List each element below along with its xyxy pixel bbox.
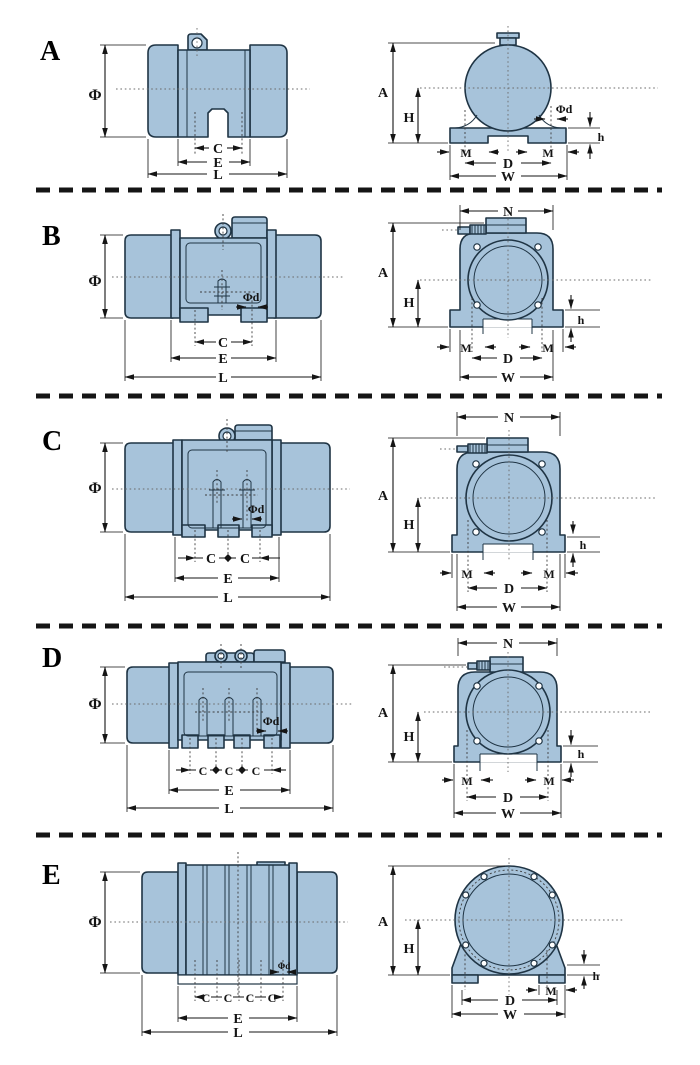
dim-label-h: H — [403, 942, 415, 957]
dim-label-l: L — [233, 1026, 243, 1041]
dim-label-d: D — [503, 582, 515, 597]
dim-label-c: C — [212, 142, 224, 157]
front-view-c — [378, 411, 655, 616]
dim-label-m-right: M — [542, 146, 554, 160]
row-letter-c: C — [42, 426, 63, 457]
side-view-a — [88, 28, 310, 183]
front-view-e — [378, 858, 625, 1023]
dim-label-phi: Φ — [88, 87, 102, 104]
dim-label-w: W — [502, 601, 516, 616]
dim-label-w: W — [501, 371, 515, 386]
dim-label-l: L — [218, 371, 228, 386]
dim-label-d: D — [504, 994, 516, 1009]
dim-label-l: L — [224, 802, 234, 817]
dim-label-h-small: h — [592, 969, 600, 983]
dim-label-e: E — [233, 1012, 243, 1027]
dim-label-phi-d: Φd — [277, 961, 291, 971]
dim-label-n: N — [502, 205, 514, 220]
dim-label-m-right: M — [543, 567, 555, 581]
dim-label-h-small: h — [577, 747, 585, 761]
dim-label-l: L — [223, 591, 233, 606]
dim-label-phi-d: Φd — [242, 290, 260, 304]
dim-label-a: A — [377, 915, 389, 930]
dim-label-a: A — [377, 86, 389, 101]
dim-label-h: H — [403, 111, 415, 126]
row-letter-e: E — [42, 860, 61, 891]
dim-label-c4: C — [267, 991, 277, 1005]
dim-label-m-left: M — [461, 567, 473, 581]
dim-label-phi: Φ — [88, 696, 102, 713]
dim-label-e: E — [213, 156, 223, 171]
dim-label-phi: Φ — [88, 273, 102, 290]
dim-label-a: A — [377, 266, 389, 281]
dim-label-c2: C — [239, 552, 251, 567]
dim-label-a: A — [377, 489, 389, 504]
front-view-a — [378, 26, 658, 185]
dim-label-c3: C — [245, 991, 255, 1005]
dim-label-w: W — [501, 807, 515, 822]
dim-label-d: D — [502, 352, 514, 367]
dim-label-h-small: h — [579, 538, 587, 552]
dim-label-m-left: M — [460, 146, 472, 160]
dim-label-h-small: h — [577, 313, 585, 327]
side-view-c — [88, 419, 350, 606]
dim-label-m-left: M — [460, 341, 472, 355]
row-letter-a: A — [40, 36, 61, 67]
dim-label-h: H — [403, 296, 415, 311]
dim-label-d: D — [502, 157, 514, 172]
dim-label-e: E — [218, 352, 228, 367]
side-view-b — [88, 214, 345, 386]
dim-label-phi-d: Φd — [247, 502, 265, 516]
dim-label-l: L — [213, 168, 223, 183]
dim-label-h: H — [403, 730, 415, 745]
dim-label-m-right: M — [543, 774, 555, 788]
row-letter-b: B — [42, 221, 61, 252]
side-view-e — [88, 852, 348, 1041]
dim-label-phi: Φ — [88, 914, 102, 931]
dim-label-e: E — [223, 572, 233, 587]
front-view-b — [378, 205, 652, 386]
dim-label-h-small: h — [597, 130, 605, 144]
dim-label-phi-d: Φd — [262, 714, 280, 728]
dim-label-m: M — [545, 984, 557, 998]
dim-label-w: W — [501, 170, 515, 185]
dim-label-c: C — [217, 336, 229, 351]
dim-label-phi-d: Φd — [555, 102, 573, 116]
dim-label-c3: C — [251, 764, 261, 778]
front-view-d — [378, 637, 650, 822]
dim-label-phi: Φ — [88, 480, 102, 497]
dim-label-c2: C — [223, 991, 233, 1005]
dim-label-c1: C — [198, 764, 208, 778]
dim-label-n: N — [503, 411, 515, 426]
dim-label-w: W — [503, 1008, 517, 1023]
dim-label-n: N — [502, 637, 514, 652]
side-view-d — [88, 644, 352, 817]
dim-label-c1: C — [201, 991, 211, 1005]
dim-label-e: E — [224, 784, 234, 799]
dim-label-d: D — [502, 791, 514, 806]
dim-label-c1: C — [205, 552, 217, 567]
row-letter-d: D — [42, 643, 63, 674]
dim-label-h: H — [403, 518, 415, 533]
dim-label-c2: C — [224, 764, 234, 778]
dim-label-a: A — [377, 706, 389, 721]
dim-label-m-right: M — [542, 341, 554, 355]
dim-label-m-left: M — [461, 774, 473, 788]
